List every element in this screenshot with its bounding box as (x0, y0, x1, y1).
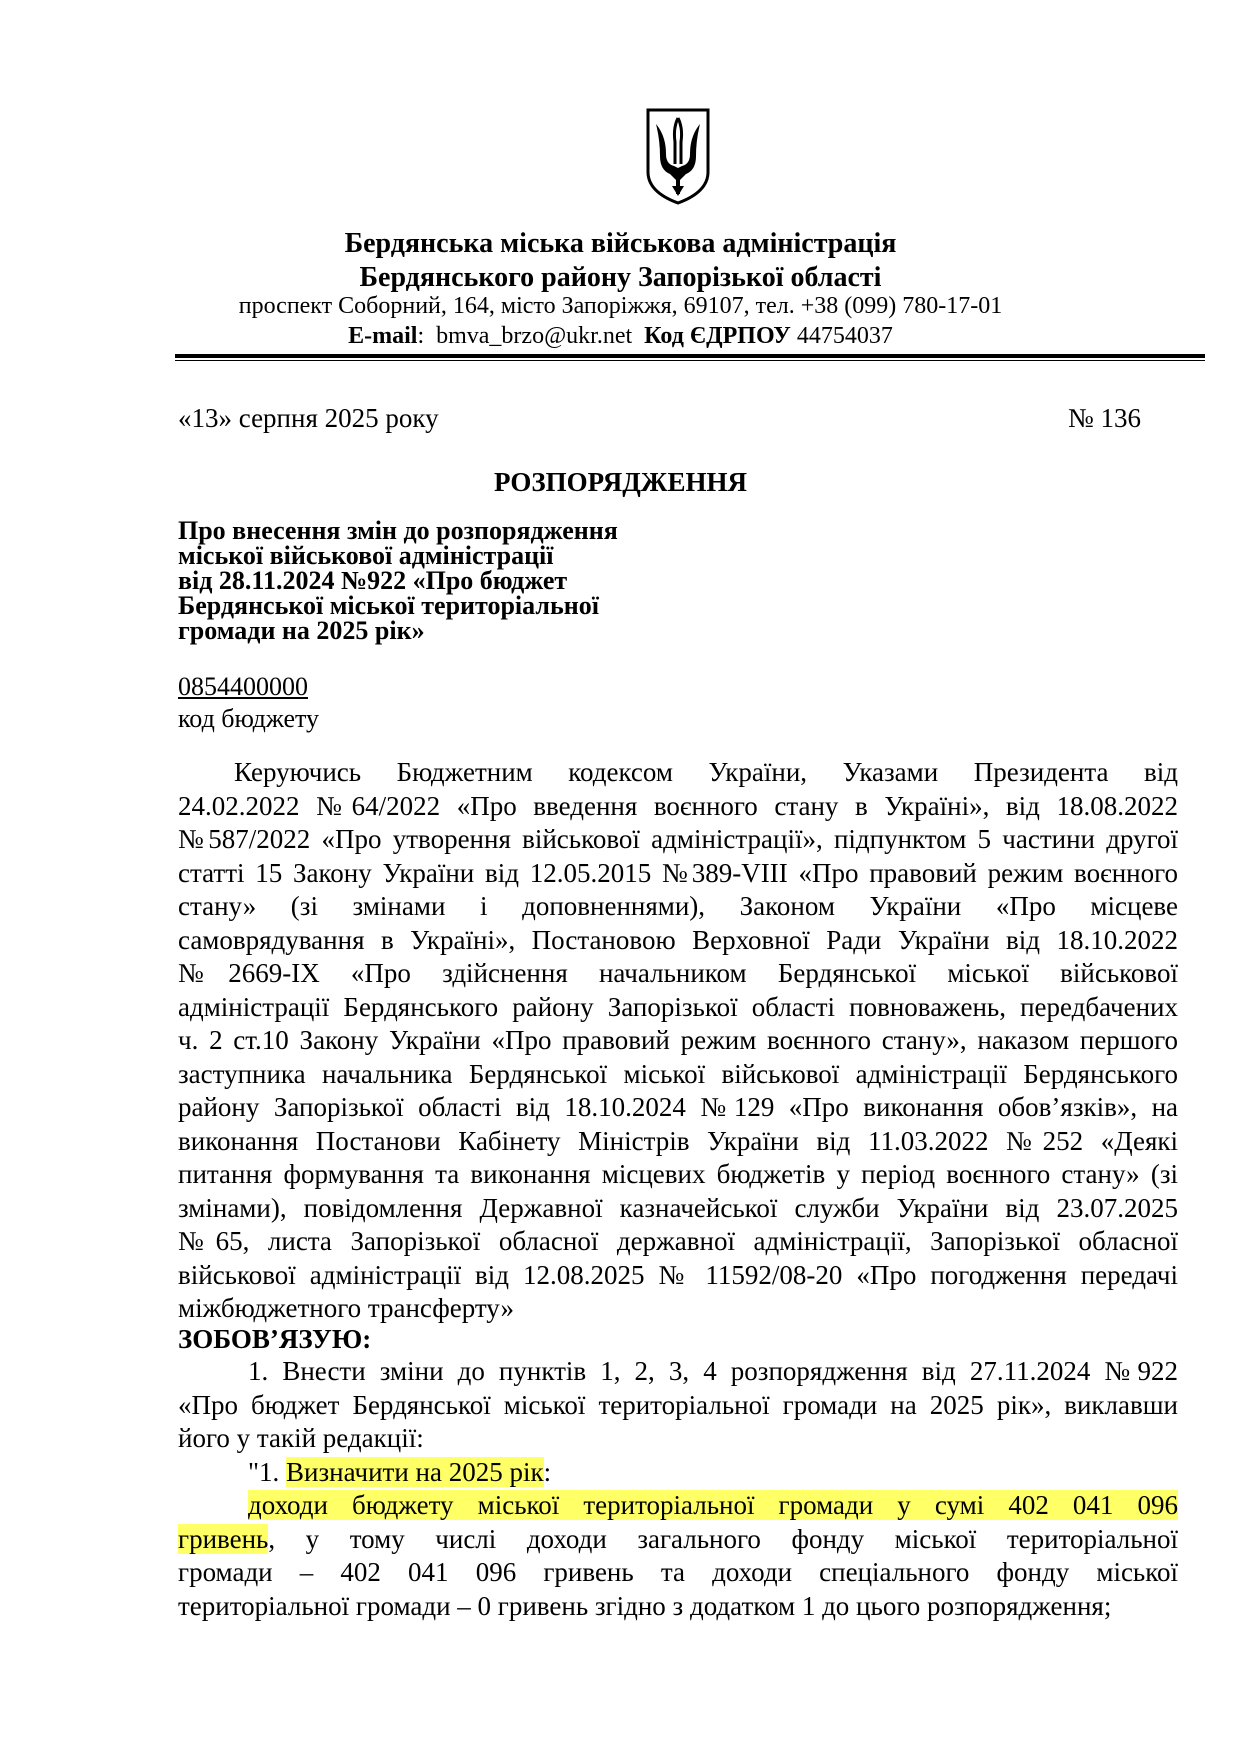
header-divider (175, 354, 1205, 358)
text-line: 1. Внести зміни до пунктів 1, 2, 3, 4 розпорядження від 27.11.2024 №922 (248, 1356, 1178, 1386)
subject-line: Бердянської міської територіальної (178, 591, 599, 620)
text-line: Керуючись Бюджетним кодексом України, Указами Президента від (234, 757, 1178, 787)
text-line: «Про бюджет Бердянської міської територіальної громади на 2025 рік», виклавши (178, 1389, 1178, 1420)
text-line: змінами), повідомлення Державної казначейської служби України від 23.07.2025 (178, 1192, 1178, 1223)
email-value: bmva_brzo@ukr.net (436, 323, 633, 349)
budget-code: 0854400000 (178, 672, 308, 701)
org-name-line2: Бердянського району Запорізької області (359, 262, 882, 293)
edrpou-label: Код ЄДРПОУ (644, 323, 791, 349)
income-text: , у тому числі доходи загального фонду міської територіальної (268, 1523, 1178, 1554)
text-line: самоврядування в Україні», Постановою Верховної Ради України від 18.10.2022 (178, 924, 1178, 955)
subject-line: Про внесення змін до розпорядження (178, 516, 618, 545)
trident-coat-of-arms-icon (642, 106, 714, 206)
header-divider-thin (175, 360, 1205, 361)
text-line: військової адміністрації від 12.08.2025 № 11592/08-20 «Про погодження передачі (178, 1259, 1178, 1290)
edrpou-value: 44754037 (796, 323, 893, 349)
income-line (178, 1523, 1178, 1557)
text-line: №65, листа Запорізької обласної державної адміністрації, Запорізької обласної (178, 1226, 1178, 1256)
text-line: №2669-IX «Про здійснення начальником Бердянської міської військової (178, 958, 1178, 988)
highlighted-text: доходи бюджету міської територіальної громади у сумі 402 041 096 (248, 1490, 1178, 1520)
highlighted-text: Визначити на 2025 рік (286, 1456, 544, 1487)
text-line: стану» (зі змінами і доповненнями), Законом України «Про місцеве (178, 891, 1178, 921)
budget-code-label: код бюджету (178, 704, 320, 733)
subitem-1-line (178, 1456, 1178, 1490)
org-contacts: E-mail: bmva_brzo@ukr.net Код ЄДРПОУ 44754037 (348, 323, 893, 349)
text-line: 24.02.2022 №64/2022 «Про введення воєнного стану в Україні», від 18.08.2022 (178, 790, 1178, 821)
preamble-paragraph (178, 756, 1178, 1326)
text-line: його у такій редакції: (178, 1423, 424, 1453)
subitem-prefix: "1. (248, 1456, 287, 1487)
document-number: № 136 (1067, 403, 1141, 433)
document-title: РОЗПОРЯДЖЕННЯ (493, 467, 748, 497)
highlighted-text: гривень (178, 1523, 269, 1554)
subject-line: від 28.11.2024 №922 «Про бюджет (178, 566, 568, 595)
text-line: статті 15 Закону України від 12.05.2015 №389-VIII «Про правовий режим воєнного (178, 857, 1178, 888)
text-line: №587/2022 «Про утворення військової адміністрації», підпунктом 5 частини другої (178, 824, 1178, 854)
document-subject (178, 518, 698, 643)
subject-line: громади на 2025 рік» (178, 616, 425, 645)
text-line: ч. 2 ст.10 Закону України «Про правовий режим воєнного стану», наказом першого (178, 1025, 1178, 1055)
income-line: територіальної громади – 0 гривень згідно з додатком 1 до цього розпорядження; (178, 1590, 1112, 1621)
text-line: адміністрації Бердянського району Запорізької області повноважень, передбачених (178, 991, 1178, 1022)
subject-line: міської військової адміністрації (178, 541, 554, 570)
text-line: району Запорізької області від 18.10.2024 №129 «Про виконання обов’язків», на (178, 1092, 1178, 1122)
income-line (178, 1489, 1178, 1523)
document-date: «13» серпня 2025 року (178, 403, 439, 433)
text-line: питання формування та виконання місцевих бюджетів у період воєнного стану» (зі (178, 1159, 1178, 1189)
subitem-suffix: : (543, 1456, 552, 1487)
text-line: виконання Постанови Кабінету Міністрів України від 11.03.2022 №252 «Деякі (178, 1125, 1178, 1156)
text-line: заступника начальника Бердянської міської військової адміністрації Бердянського (178, 1058, 1178, 1089)
income-line: громади – 402 041 096 гривень та доходи спеціального фонду міської (178, 1557, 1178, 1587)
email-label: E-mail (348, 323, 418, 349)
item-1-paragraph (178, 1355, 1178, 1623)
org-name-line1: Бердянська міська військова адміністрація (344, 228, 897, 259)
text-line: міжбюджетного трансферту» (178, 1293, 514, 1323)
org-address: проспект Соборний, 164, місто Запоріжжя, 69107, тел. +38 (099) 780-17-01 (238, 293, 1003, 319)
order-word: ЗОБОВ’ЯЗУЮ: (178, 1324, 372, 1354)
